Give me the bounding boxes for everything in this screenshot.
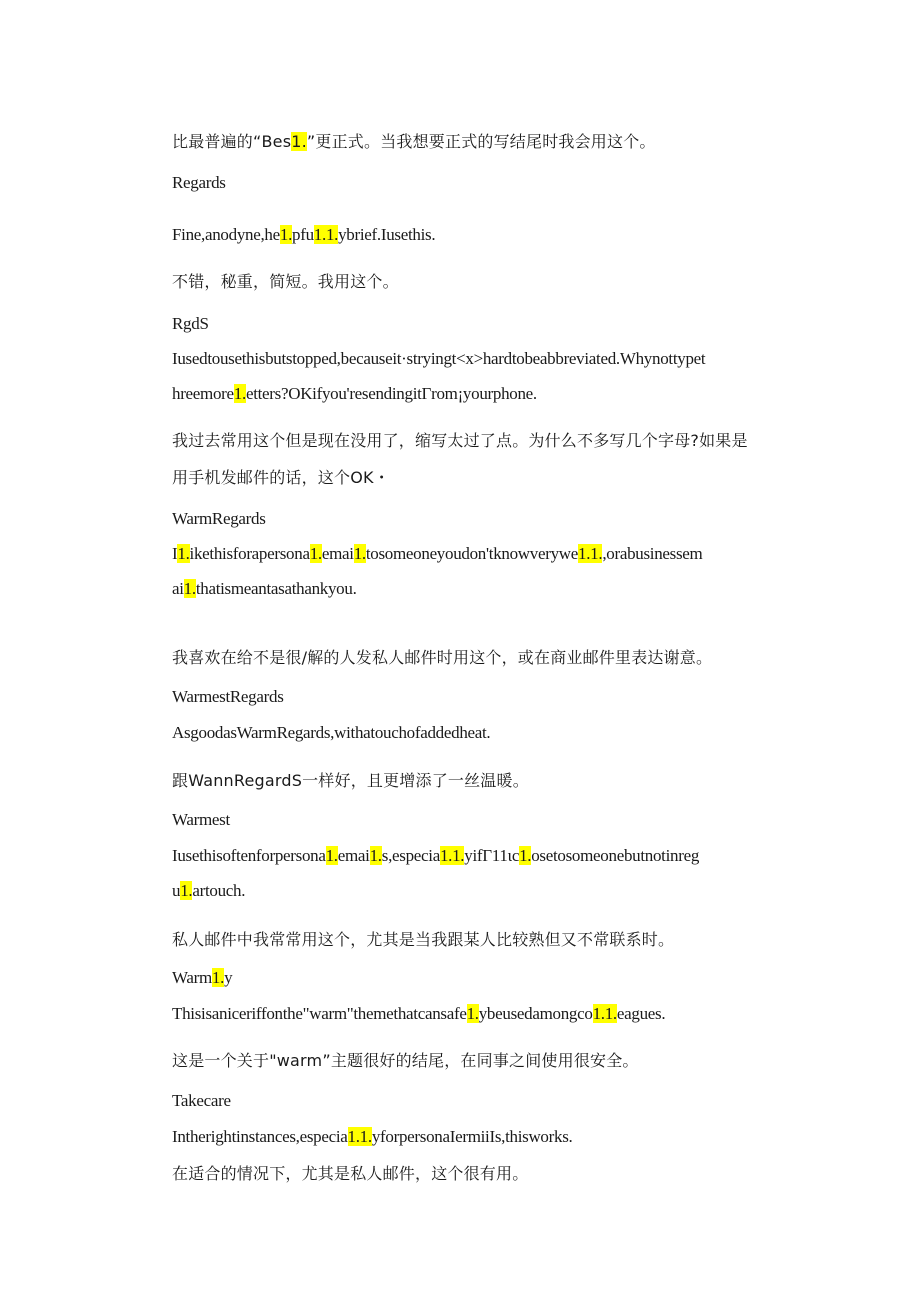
- line-warmest-regards-en: [172, 722, 490, 744]
- highlighted-text: 1.: [369, 846, 382, 865]
- text-run: 私人邮件中我常常用这个，尤其是当我跟某人比较熟但又不常联系时。: [172, 930, 675, 949]
- line-warmest-en-2: [172, 880, 245, 902]
- text-run: 比最普遍的“Bes: [172, 132, 292, 151]
- line-formal-best: [172, 131, 656, 153]
- line-warmest-regards-cn: [172, 770, 529, 792]
- text-run: Warm: [172, 968, 212, 987]
- text-run: thatismeantasathankyou.: [195, 579, 357, 598]
- highlighted-text: 1.1.: [592, 1004, 617, 1023]
- text-run: ikethisforapersona: [189, 544, 310, 563]
- highlighted-text: 1.: [180, 881, 193, 900]
- text-run: WarmestRegards: [172, 687, 284, 706]
- highlighted-text: 1.: [211, 968, 225, 987]
- line-rgds-en-1: [172, 348, 705, 370]
- heading-warmly: [172, 967, 232, 989]
- text-run: hreemore: [172, 384, 234, 403]
- highlighted-text: 1.: [309, 544, 322, 563]
- highlighted-text: 1.: [279, 225, 293, 244]
- line-warm-regards-en-1: [172, 543, 702, 565]
- text-run: s,especia: [381, 846, 440, 865]
- text-run: Thisisaniceriffonthe"warm"themethatcansafe: [172, 1004, 467, 1023]
- text-run: 用手机发邮件的话，这个OK・: [172, 468, 390, 487]
- highlighted-text: 1.1.: [578, 544, 603, 563]
- highlighted-text: 1.: [291, 132, 307, 151]
- text-run: 跟WannRegardS一样好，且更增添了一丝温暖。: [172, 771, 529, 790]
- text-run: eagues.: [616, 1004, 666, 1023]
- text-run: 不错，秘重，简短。我用这个。: [172, 272, 399, 291]
- highlighted-text: 1.1.: [313, 225, 339, 244]
- highlighted-text: 1.: [177, 544, 190, 563]
- line-regards-cn: [172, 271, 399, 293]
- line-rgds-en-2: [172, 383, 537, 405]
- text-run: Intherightinstances,especia: [172, 1127, 348, 1146]
- text-run: emai: [321, 544, 354, 563]
- line-take-care-en: [172, 1126, 572, 1148]
- text-run: ybeusedamongco: [478, 1004, 593, 1023]
- text-run: AsgoodasWarmRegards,withatouchofaddedheat.: [172, 723, 491, 742]
- text-run: 这是一个关于"warm”主题很好的结尾，在同事之间使用很安全。: [172, 1051, 639, 1070]
- text-run: yifΓ11ιc: [464, 846, 520, 865]
- line-warmest-cn: [172, 929, 674, 951]
- highlighted-text: 1.1.: [439, 846, 465, 865]
- text-run: RgdS: [172, 314, 209, 333]
- text-run: I: [172, 544, 178, 563]
- line-warm-regards-en-2: [172, 578, 357, 600]
- text-run: WarmRegards: [172, 509, 266, 528]
- highlighted-text: 1.: [183, 579, 196, 598]
- heading-warmest: [172, 809, 230, 831]
- text-run: ybrief.Iusethis.: [338, 225, 436, 244]
- highlighted-text: 1.: [233, 384, 246, 403]
- text-run: pfu: [292, 225, 314, 244]
- text-run: Regards: [172, 173, 226, 192]
- text-run: ,orabusinessem: [602, 544, 703, 563]
- text-run: Warmest: [172, 810, 230, 829]
- text-run: ”更正式。当我想要正式的写结尾时我会用这个。: [306, 132, 656, 151]
- text-run: etters?OKifyou'resendingitΓrom¡yourphone.: [245, 384, 537, 403]
- text-run: osetosomeonebutnotinreg: [531, 846, 700, 865]
- text-run: u: [172, 881, 181, 900]
- highlighted-text: 1.: [353, 544, 366, 563]
- heading-warmest-regards: [172, 686, 284, 708]
- text-run: 我过去常用这个但是现在没用了，缩写太过了点。为什么不多写几个字母?如果是: [172, 431, 748, 450]
- line-warm-regards-cn: [172, 647, 712, 669]
- line-warmly-cn: [172, 1050, 639, 1072]
- highlighted-text: 1.: [325, 846, 338, 865]
- heading-take-care: [172, 1090, 231, 1112]
- text-run: Fine,anodyne,he: [172, 225, 280, 244]
- line-regards-en: [172, 224, 435, 246]
- line-rgds-cn-2: [172, 467, 390, 489]
- text-run: 在适合的情况下，尤其是私人邮件，这个很有用。: [172, 1164, 529, 1183]
- text-run: 我喜欢在给不是很/解的人发私人邮件时用这个，或在商业邮件里表达谢意。: [172, 648, 713, 667]
- heading-rgds: [172, 313, 209, 335]
- text-run: tosomeoneyoudon'tknowverywe: [365, 544, 579, 563]
- text-run: Iusedtousethisbutstopped,becauseit·stryingt<x>hardtobeabbreviated.Whynottypet: [172, 349, 706, 368]
- heading-regards: [172, 172, 226, 194]
- text-run: Takecare: [172, 1091, 231, 1110]
- text-run: yforpersonaIermiiIs,thisworks.: [371, 1127, 573, 1146]
- text-run: Iusethisoftenforpersona: [172, 846, 326, 865]
- text-run: ai: [172, 579, 184, 598]
- text-run: y: [224, 968, 233, 987]
- line-warmest-en-1: [172, 845, 699, 867]
- text-run: emai: [337, 846, 370, 865]
- line-rgds-cn-1: [172, 430, 748, 452]
- heading-warm-regards: [172, 508, 266, 530]
- line-warmly-en: [172, 1003, 665, 1025]
- highlighted-text: 1.: [519, 846, 532, 865]
- line-take-care-cn: [172, 1163, 528, 1185]
- highlighted-text: 1.: [466, 1004, 479, 1023]
- text-run: artouch.: [192, 881, 246, 900]
- highlighted-text: 1.1.: [347, 1127, 372, 1146]
